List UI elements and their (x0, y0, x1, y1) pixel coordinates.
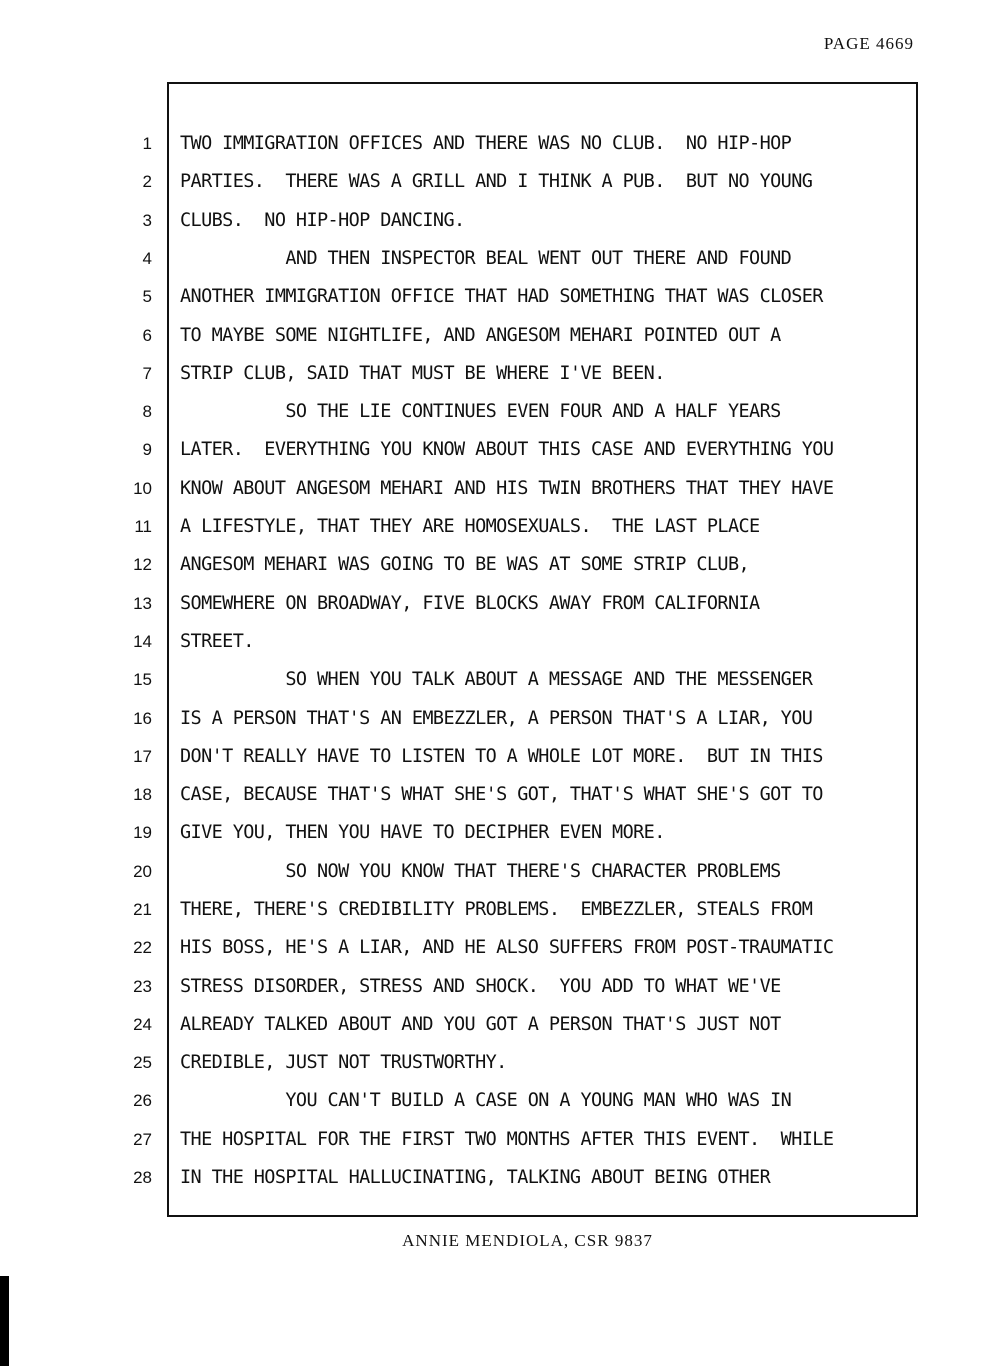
transcript-line: STREET. (180, 631, 254, 652)
line-number: 9 (142, 440, 152, 459)
line-number: 4 (142, 249, 152, 268)
line-number: 6 (142, 326, 152, 345)
line-number: 25 (133, 1053, 152, 1072)
line-number: 24 (133, 1015, 152, 1034)
transcript-line: AND THEN INSPECTOR BEAL WENT OUT THERE AND FOUND (180, 248, 792, 269)
line-number: 1 (142, 134, 152, 153)
line-number: 23 (133, 977, 152, 996)
line-number: 20 (133, 862, 152, 881)
line-number: 19 (133, 823, 152, 842)
line-number: 27 (133, 1130, 152, 1149)
transcript-line: ANOTHER IMMIGRATION OFFICE THAT HAD SOMETHING THAT WAS CLOSER (180, 286, 823, 307)
transcript-line: GIVE YOU, THEN YOU HAVE TO DECIPHER EVEN MORE. (180, 822, 665, 843)
court-reporter-footer: ANNIE MENDIOLA, CSR 9837 (402, 1231, 653, 1250)
transcript-line: TO MAYBE SOME NIGHTLIFE, AND ANGESOM MEHARI POINTED OUT A (180, 325, 781, 346)
transcript-line: IN THE HOSPITAL HALLUCINATING, TALKING ABOUT BEING OTHER (180, 1167, 771, 1188)
line-number: 18 (133, 785, 152, 804)
transcript-line: LATER. EVERYTHING YOU KNOW ABOUT THIS CASE AND EVERYTHING YOU (180, 439, 834, 460)
transcript-line: THE HOSPITAL FOR THE FIRST TWO MONTHS AFTER THIS EVENT. WHILE (180, 1129, 834, 1150)
line-number: 15 (133, 670, 152, 689)
transcript-line: TWO IMMIGRATION OFFICES AND THERE WAS NO CLUB. NO HIP-HOP (180, 133, 792, 154)
line-number: 12 (133, 555, 152, 574)
line-number: 2 (142, 172, 152, 191)
line-number: 13 (133, 594, 152, 613)
line-number: 8 (142, 402, 152, 421)
line-number: 21 (133, 900, 152, 919)
line-number: 14 (133, 632, 152, 651)
transcript-line: SOMEWHERE ON BROADWAY, FIVE BLOCKS AWAY FROM CALIFORNIA (180, 593, 760, 614)
transcript-line: DON'T REALLY HAVE TO LISTEN TO A WHOLE LOT MORE. BUT IN THIS (180, 746, 823, 767)
transcript-line: THERE, THERE'S CREDIBILITY PROBLEMS. EMBEZZLER, STEALS FROM (180, 899, 813, 920)
transcript-line: CLUBS. NO HIP-HOP DANCING. (180, 210, 465, 231)
line-number: 7 (142, 364, 152, 383)
line-number: 3 (142, 211, 152, 230)
transcript-line: YOU CAN'T BUILD A CASE ON A YOUNG MAN WHO WAS IN (180, 1090, 792, 1111)
line-number: 26 (133, 1091, 152, 1110)
transcript-line: IS A PERSON THAT'S AN EMBEZZLER, A PERSON THAT'S A LIAR, YOU (180, 708, 813, 729)
transcript-line: A LIFESTYLE, THAT THEY ARE HOMOSEXUALS. THE LAST PLACE (180, 516, 760, 537)
transcript-line: SO NOW YOU KNOW THAT THERE'S CHARACTER PROBLEMS (180, 861, 781, 882)
transcript-line: STRIP CLUB, SAID THAT MUST BE WHERE I'VE BEEN. (180, 363, 665, 384)
line-number: 11 (134, 517, 152, 536)
line-number: 17 (133, 747, 152, 766)
line-number: 16 (133, 709, 152, 728)
scan-edge-mark (0, 1276, 9, 1366)
transcript-line: ALREADY TALKED ABOUT AND YOU GOT A PERSON THAT'S JUST NOT (180, 1014, 781, 1035)
page-number: PAGE 4669 (823, 34, 914, 53)
transcript-line: ANGESOM MEHARI WAS GOING TO BE WAS AT SOME STRIP CLUB, (180, 554, 750, 575)
transcript-line: KNOW ABOUT ANGESOM MEHARI AND HIS TWIN BROTHERS THAT THEY HAVE (180, 478, 834, 499)
transcript-line: HIS BOSS, HE'S A LIAR, AND HE ALSO SUFFERS FROM POST-TRAUMATIC (180, 937, 834, 958)
transcript-line: CASE, BECAUSE THAT'S WHAT SHE'S GOT, THAT'S WHAT SHE'S GOT TO (180, 784, 823, 805)
transcript-line: SO THE LIE CONTINUES EVEN FOUR AND A HALF YEARS (180, 401, 781, 422)
transcript-line: CREDIBLE, JUST NOT TRUSTWORTHY. (180, 1052, 507, 1073)
transcript-line: STRESS DISORDER, STRESS AND SHOCK. YOU ADD TO WHAT WE'VE (180, 976, 781, 997)
line-number: 28 (133, 1168, 152, 1187)
line-number: 10 (133, 479, 152, 498)
line-number: 5 (142, 287, 152, 306)
transcript-line: SO WHEN YOU TALK ABOUT A MESSAGE AND THE MESSENGER (180, 669, 813, 690)
transcript-line: PARTIES. THERE WAS A GRILL AND I THINK A PUB. BUT NO YOUNG (180, 171, 813, 192)
line-number: 22 (133, 938, 152, 957)
